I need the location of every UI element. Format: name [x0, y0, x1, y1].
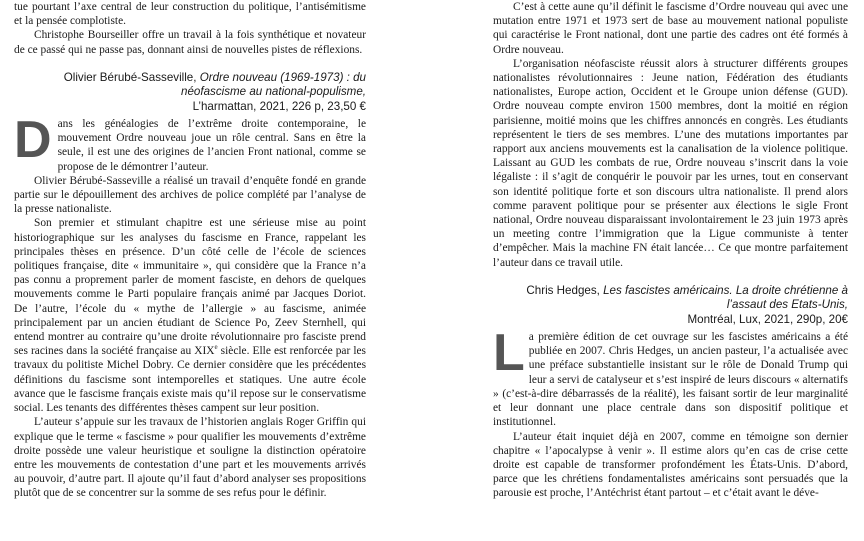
drop-cap: L — [493, 324, 525, 383]
review-header-hedges — [493, 284, 848, 327]
right-column — [493, 0, 848, 501]
left-column — [14, 0, 366, 501]
review-publisher: L’harmattan, 2021, 226 p, 23,50 € — [192, 99, 366, 113]
review-book-title: Ordre nouveau (1969-1973) : du néofascisme au national-populisme, — [181, 70, 366, 99]
review-paragraph: La première édition de cet ouvrage sur les fascistes américains a été publiée en 2007. Chris Hedges, un ancien pasteur, l’a actualisée avec une préface substantielle insistant sur le rôle de Donald Trump qui leur a servi de catalyseur et s’est inspiré de leurs discours « alternatifs » (c’est-à-dire débarrassés de la réalité), les faisant sortir de leur marginalité et leur donnant une place centrale dans son dispositif politique et institutionnel. — [493, 324, 848, 429]
review-book-title: Les fascistes américains. La droite chrétienne à l’assaut des Etats-Unis, — [603, 283, 848, 312]
review-author: Olivier Bérubé-Sasseville, — [63, 70, 197, 84]
previous-review-ending: tue pourtant l’axe central de leur construction du politique, l’antisémitisme et la pensée complotiste. — [14, 1, 366, 28]
review-paragraph: L’organisation néofasciste réussit alors à structurer différents groupes nationalistes révolutionnaires : Jeune nation, Fédération des étudiants nationalistes, Europe action, Occident et le Groupe union défense (GUD). Ordre nouveau compte environ 1500 membres, dont la moitié en région parisienne, moitié moins que les chiffres annoncés en congrès. Les étudiants représentent le tiers de ses membres. L’une des mutations importantes par rapport aux anciens mouvements est la canalisation de la violence politique. Laissant au GUD les combats de rue, Ordre nouveau s’inscrit dans la voie légaliste : il s’agit de conquérir le pouvoir par les urnes, tout en conservant son identité politique forte et son discours ultra nationaliste. Il prend alors comme paravent politique pour se présenter aux élections le sigle Front national, Ordre nouveau disparaissant involontairement le 23 juin 1973 après un meeting contre l’immigration que la Ligue communiste à tenter d’empêcher. Mais la machine FN était lancée… Ce que montre parfaitement l’auteur dans ce travail utile. — [493, 57, 848, 269]
review-paragraph: Dans les généalogies de l’extrême droite contemporaine, le mouvement Ordre nouveau joue un rôle central. Sans en être la seule, il est une des origines de l’ancien Front national, comme se propose de le démontrer l’auteur. — [14, 111, 366, 173]
review-paragraph: Son premier et stimulant chapitre est une sérieuse mise au point historiographique sur les analyses du fascisme en France, rappelant les principales thèses en présence. D’un côté celle de l’école de sciences politiques française, dite « immunitaire », qui considère que la France n’a pas connu a proprement parler de moment fasciste, en dehors de quelques mouvements comme le Parti populaire français animé par Jacques Doriot. De l’autre, l’école du « mythe de l’allergie » au fascisme, animée principalement par un ancien étudiant de Science Po, Zeev Sternhell, qui entend montrer au contraire qu’une droite révolutionnaire pro fasciste prend ses racines dans la société française au XIXe siècle. Elle est renforcée par les travaux du politiste Michel Dobry. Ce dernier considère que les précédentes définitions du fascisme sont intemporelles et statiques. Une autre école avance que le fascisme français existe mais qu’il repose sur le conservatisme social. Les tenants des différentes thèses campent sur leur position. — [14, 217, 366, 415]
review-author: Chris Hedges, — [526, 283, 600, 297]
review-paragraph: L’auteur s’appuie sur les travaux de l’historien anglais Roger Griffin qui explique que le terme « fascisme » pour qualifier les mouvements d’extrême droite possède une valeur heuristique et souligne la distinction opératoire entre les mouvements de contestation d’une part et les mouvements arrivés au pouvoir, d’autre part. Il ajoute qu’il faut d’abord analyser ses propositions plutôt que de se concentrer sur la somme de ses refus pour le définir. — [14, 416, 366, 500]
review-paragraph: L’auteur était inquiet déjà en 2007, comme en témoigne son dernier chapitre « l’apocalypse à venir ». Il estime alors qu’en cas de crise cette droite est capable de transformer profondément les États-Unis. D’abord, parce que les chrétiens fondamentalistes américains sont persuadés que la parousie est proche, l’Antéchrist étant partout – et c’était avant le déve- — [493, 430, 848, 500]
previous-review-conclusion: Christophe Bourseiller offre un travail à la fois synthétique et novateur de ce passé qui ne passe pas, donnant ainsi de nouvelles pistes de réflexions. — [14, 29, 366, 56]
drop-cap: D — [14, 111, 52, 170]
review-publisher: Montréal, Lux, 2021, 290p, 20€ — [687, 312, 848, 326]
review-paragraph: C’est à cette aune qu’il définit le fascisme d’Ordre nouveau qui avec une mutation entre 1971 et 1973 sert de base au mouvement national populiste qui caractérise le Front national, dont une partie des cadres ont été formés à Ordre nouveau. — [493, 1, 848, 56]
review-header-berube — [14, 71, 366, 114]
review-paragraph: Olivier Bérubé-Sasseville a réalisé un travail d’enquête fondé en grande partie sur le dépouillement des archives de police complété par l’analyse de la presse nationaliste. — [14, 174, 366, 216]
